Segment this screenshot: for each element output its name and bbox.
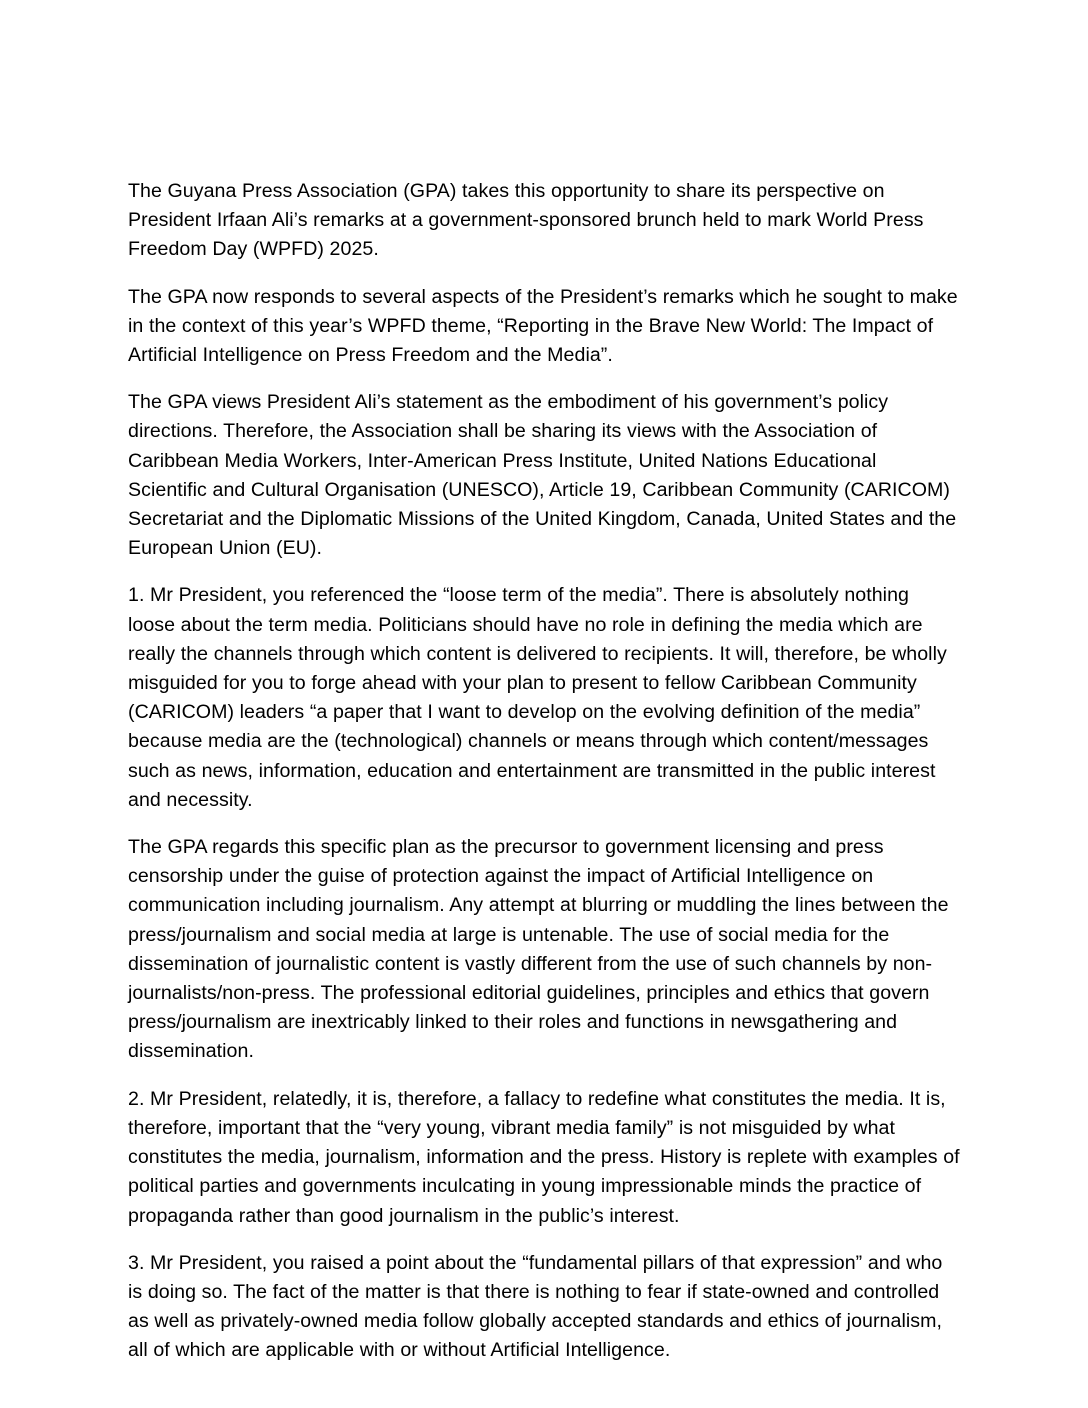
paragraph-theme: The GPA now responds to several aspects of the President’s remarks which he sought to make in the context of this year’s WPFD theme, “Reporting in the Brave New World: The Impact of Artificial Intelligence on Press Freedom and the Media”. — [128, 285, 958, 367]
paragraph-point-2: 2. Mr President, relatedly, it is, therefore, a fallacy to redefine what constitutes the media. It is, therefore, important that the “very young, vibrant media family” is not misguided by what constitutes the media, journalism, information and the press. History is replete with examples of political parties and governments inculcating in young impressionable minds the practice of propaganda rather than good journalism in the public’s interest. — [128, 1087, 960, 1227]
paragraph-precursor: The GPA regards this specific plan as the precursor to government licensing and press censorship under the guise of protection against the impact of Artificial Intelligence on communication including journalism. Any attempt at blurring or muddling the lines between the press/journalism and social media at large is untenable. The use of social media for the dissemination of journalistic content is vastly different from the use of such channels by non-journalists/non-press. The professional editorial guidelines, principles and ethics that govern press/journalism are inextricably linked to their roles and functions in newsgathering and dissemination. — [128, 836, 949, 1063]
document-body — [128, 177, 960, 1366]
paragraph-intro: The Guyana Press Association (GPA) takes this opportunity to share its perspective on President Irfaan Ali’s remarks at a government-sponsored brunch held to mark World Press Freedom Day (WPFD) 2025. — [128, 180, 924, 261]
paragraph-point-3: 3. Mr President, you raised a point about the “fundamental pillars of that expression” and who is doing so. The fact of the matter is that there is nothing to fear if state-owned and controlled as well as privately-owned media follow globally accepted standards and ethics of journalism, all of which are applicable with or without Artificial Intelligence. — [128, 1251, 943, 1362]
paragraph-point-1: 1. Mr President, you referenced the “loose term of the media”. There is absolutely nothing loose about the term media. Politicians should have no role in defining the media which are really the channels through which content is delivered to recipients. It will, therefore, be wholly misguided for you to forge ahead with your plan to present to fellow Caribbean Community (CARICOM) leaders “a paper that I want to develop on the evolving definition of the media” because media are the (technological) channels or means through which content/messages such as news, information, education and entertainment are transmitted in the public interest and necessity. — [128, 584, 947, 811]
paragraph-sharing-views: The GPA views President Ali’s statement as the embodiment of his government’s policy directions. Therefore, the Association shall be sharing its views with the Association of Caribbean Media Workers, Inter-American Press Institute, United Nations Educational Scientific and Cultural Organisation (UNESCO), Article 19, Caribbean Community (CARICOM) Secretariat and the Diplomatic Missions of the United Kingdom, Canada, United States and the European Union (EU). — [128, 391, 957, 560]
